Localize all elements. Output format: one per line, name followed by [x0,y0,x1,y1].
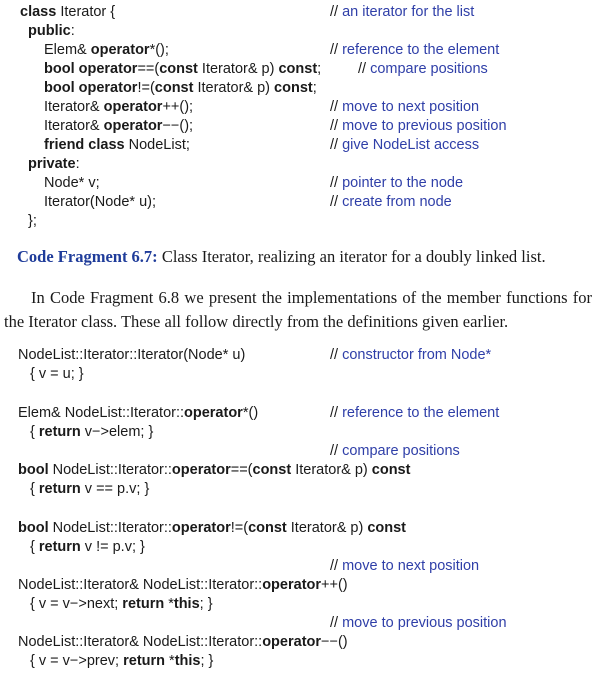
code-line: { return v == p.v; } [30,481,150,497]
code-line: bool operator!=(const Iterator& p) const; [44,80,317,96]
code-comment: // move to next position [330,558,480,574]
code-line: Iterator& operator++(); [44,99,194,115]
code-line: Elem& operator*(); [44,42,169,58]
code-line: NodeList::Iterator::Iterator(Node* u) [18,347,246,363]
code-line: }; [28,213,37,229]
code-line: Iterator(Node* u); [44,194,157,210]
code-comment: // move to previous position [330,118,507,134]
code-comment: // an iterator for the list [330,4,475,20]
code-line: Node* v; [44,175,100,191]
caption-text: Class Iterator, realizing an iterator for a doubly linked list. [157,247,546,266]
code-line: Iterator& operator−−(); [44,118,194,134]
code-line: public: [28,23,75,39]
code-fragment-caption [17,247,587,267]
code-line: friend class NodeList; [44,137,190,153]
code-comment: // give NodeList access [330,137,480,153]
code-comment: // constructor from Node* [330,347,492,363]
code-line: Elem& NodeList::Iterator::operator*() [18,405,259,421]
code-comment: // reference to the element [330,405,500,421]
code-line: bool operator==(const Iterator& p) const; [44,61,322,77]
code-line: { v = v−>prev; return *this; } [30,653,214,669]
code-line: class Iterator { [20,4,116,20]
code-line: bool NodeList::Iterator::operator==(const Iterator& p) const [18,462,411,478]
code-line: { return v−>elem; } [30,424,154,440]
code-comment: // compare positions [330,443,460,459]
code-line: private: [28,156,80,172]
code-comment: // compare positions [358,61,488,77]
caption-label: Code Fragment 6.7: [17,247,158,266]
code-comment: // move to previous position [330,615,507,631]
code-line: { v = u; } [30,366,84,382]
code-line: bool NodeList::Iterator::operator!=(const Iterator& p) const [18,520,407,536]
code-line: { v = v−>next; return *this; } [30,596,213,612]
body-paragraph: In Code Fragment 6.8 we present the implementations of the member functions for the Iterator class. These all follow directly from the definitions given earlier. [4,288,592,331]
code-line: { return v != p.v; } [30,539,145,555]
code-comment: // move to next position [330,99,480,115]
code-comment: // reference to the element [330,42,500,58]
code-line: NodeList::Iterator& NodeList::Iterator::operator−−() [18,634,348,650]
code-comment: // pointer to the node [330,175,464,191]
code-comment: // create from node [330,194,452,210]
code-line: NodeList::Iterator& NodeList::Iterator::operator++() [18,577,348,593]
